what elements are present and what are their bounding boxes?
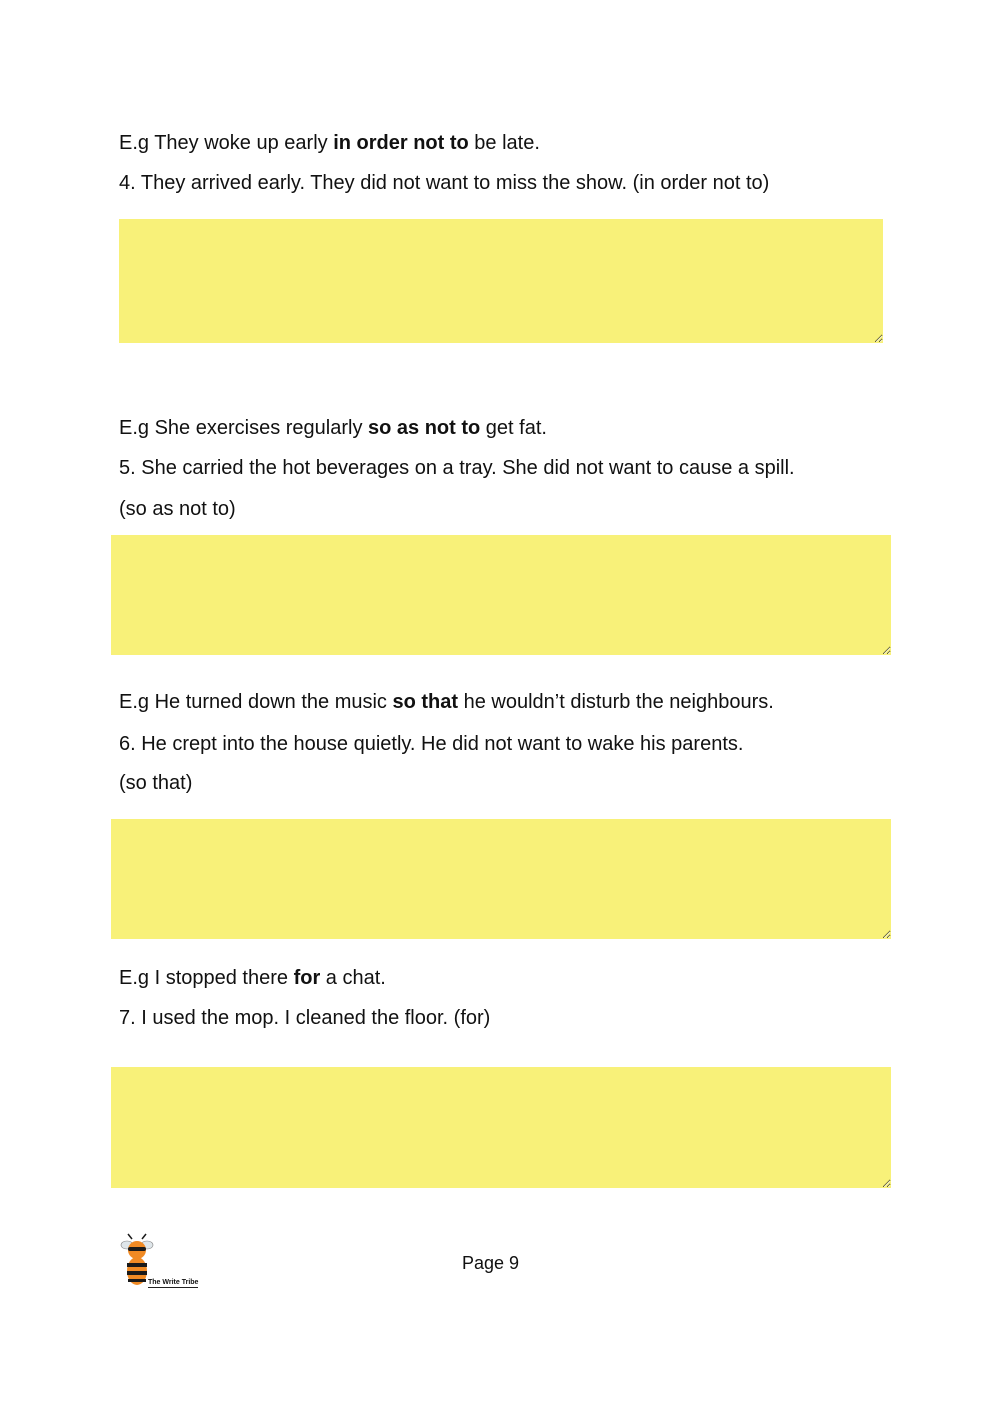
question-4: 4. They arrived early. They did not want to miss the show. (in order not to) [119,172,770,194]
question-5: 5. She carried the hot beverages on a tray. She did not want to cause a spill. [119,457,795,479]
example-line-4 [119,131,540,155]
example-prefix: E.g He turned down the music [119,691,393,713]
logo-text: The Write Tribe [148,1279,199,1286]
example-suffix: he wouldn’t disturb the neighbours. [458,691,774,713]
example-suffix: be late. [468,132,540,154]
hint-5: (so as not to) [119,498,236,520]
example-keyword: for [293,967,321,989]
question-6: 6. He crept into the house quietly. He did not want to wake his parents. [119,733,744,755]
example-line-7 [119,966,386,990]
example-suffix: get fat. [480,417,547,439]
answer-box-4[interactable] [119,219,883,343]
answer-box-5[interactable] [111,535,891,655]
example-prefix: E.g I stopped there [119,967,294,989]
question-7: 7. I used the mop. I cleaned the floor. (for) [119,1007,491,1029]
answer-box-7[interactable] [111,1067,891,1188]
example-keyword: so as not to [368,417,481,439]
answer-box-6[interactable] [111,819,891,939]
example-line-5 [119,416,547,440]
example-prefix: E.g She exercises regularly [119,417,369,439]
example-keyword: so that [392,691,459,713]
example-prefix: E.g They woke up early [119,132,334,154]
example-line-6 [119,690,774,714]
hint-6: (so that) [119,772,193,794]
example-keyword: in order not to [333,132,469,154]
example-suffix: a chat. [320,967,386,989]
page-number: Page 9 [462,1253,520,1273]
